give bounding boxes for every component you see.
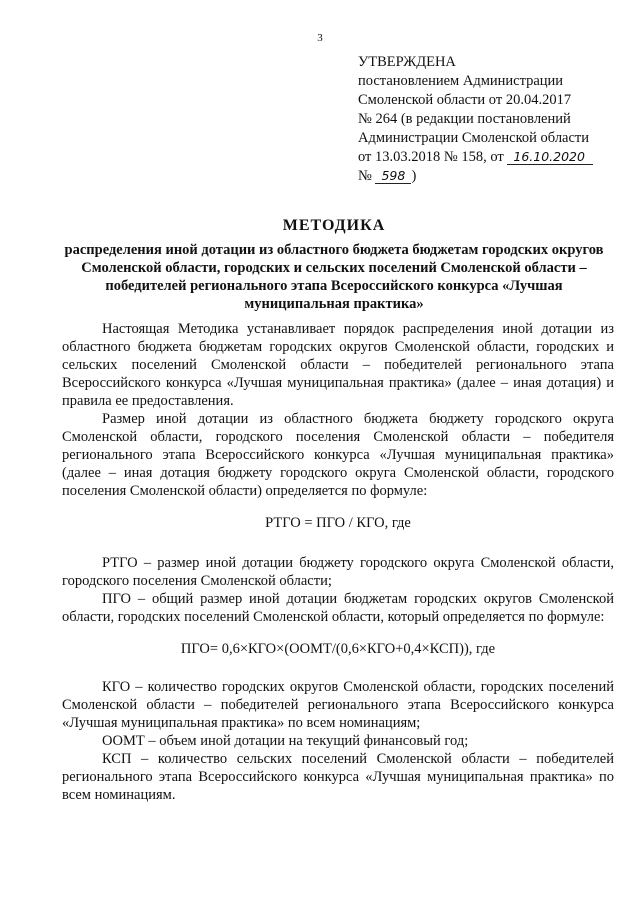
paragraph: Настоящая Методика устанавливает порядок распределения иной дотации из областного бюджета бюджетам городских округов Смоленской области, городских и сельских поселений Смоленской области – победителей регионального этапа Всероссийского конкурса «Лучшая муниципальная практика» (далее – иная дотация) и правила ее предоставления. [62,321,614,409]
approval-amendment-line [358,148,618,167]
definition: РТГО – размер иной дотации бюджету городского округа Смоленской области, городского поселения Смоленской области; [62,555,614,589]
definition: ООМТ – объем иной дотации на текущий финансовый год; [102,733,469,749]
paragraph: Размер иной дотации из областного бюджета бюджету городского округа Смоленской области, городского поселения Смоленской области – победителя регионального этапа Всероссийского конкурса «Лучшая муниципальная практика» (далее – иная дотация бюджету городского округа Смоленской области, городского поселения Смоленской области) определяется по формуле: [62,411,614,499]
amendment-prefix: от 13.03.2018 № 158, от [358,149,504,165]
page-number: 3 [317,32,323,44]
approval-block [358,53,618,186]
definition: КГО – количество городских округов Смоленской области, городских поселений Смоленской области – победителей регионального этапа Всероссийского конкурса «Лучшая муниципальная практика» по всем номинациям; [62,679,614,731]
approval-line: Администрации Смоленской области [358,130,590,146]
definition: ПГО – общий размер иной дотации бюджетам городских округов Смоленской области, городских поселений Смоленской области, который определяется по формуле: [62,591,614,625]
number-sign: № [358,168,372,184]
handwritten-number: 598 [375,169,411,184]
document-title: МЕТОДИКА [282,217,386,234]
formula-rtgo: РТГО = ПГО / КГО, где [265,515,411,531]
approval-line: Смоленской области от 20.04.2017 [358,92,572,108]
approval-line: постановлением Администрации [358,73,564,89]
definition: КСП – количество сельских поселений Смоленской области – победителей регионального этапа Всероссийского конкурса «Лучшая муниципальная практика» по всем номинациям. [62,751,614,803]
approval-line: № 264 (в редакции постановлений [358,111,571,127]
formula-pgo: ПГО= 0,6×КГО×(ООМТ/(0,6×КГО+0,4×КСП)), где [180,641,496,657]
handwritten-date: 16.10.2020 [507,150,593,165]
document-subtitle: распределения иной дотации из областного бюджета бюджетам городских округов Смоленской области, городских и сельских поселений Смоленской области – победителей регионального этапа Всероссийского конкурса «Лучшая муниципальная практика» [64,242,604,312]
approval-number-line [358,167,618,186]
title-block [54,217,614,313]
closing-paren: ) [411,168,417,184]
approval-heading: УТВЕРЖДЕНА [358,54,456,70]
document-body [62,320,614,804]
